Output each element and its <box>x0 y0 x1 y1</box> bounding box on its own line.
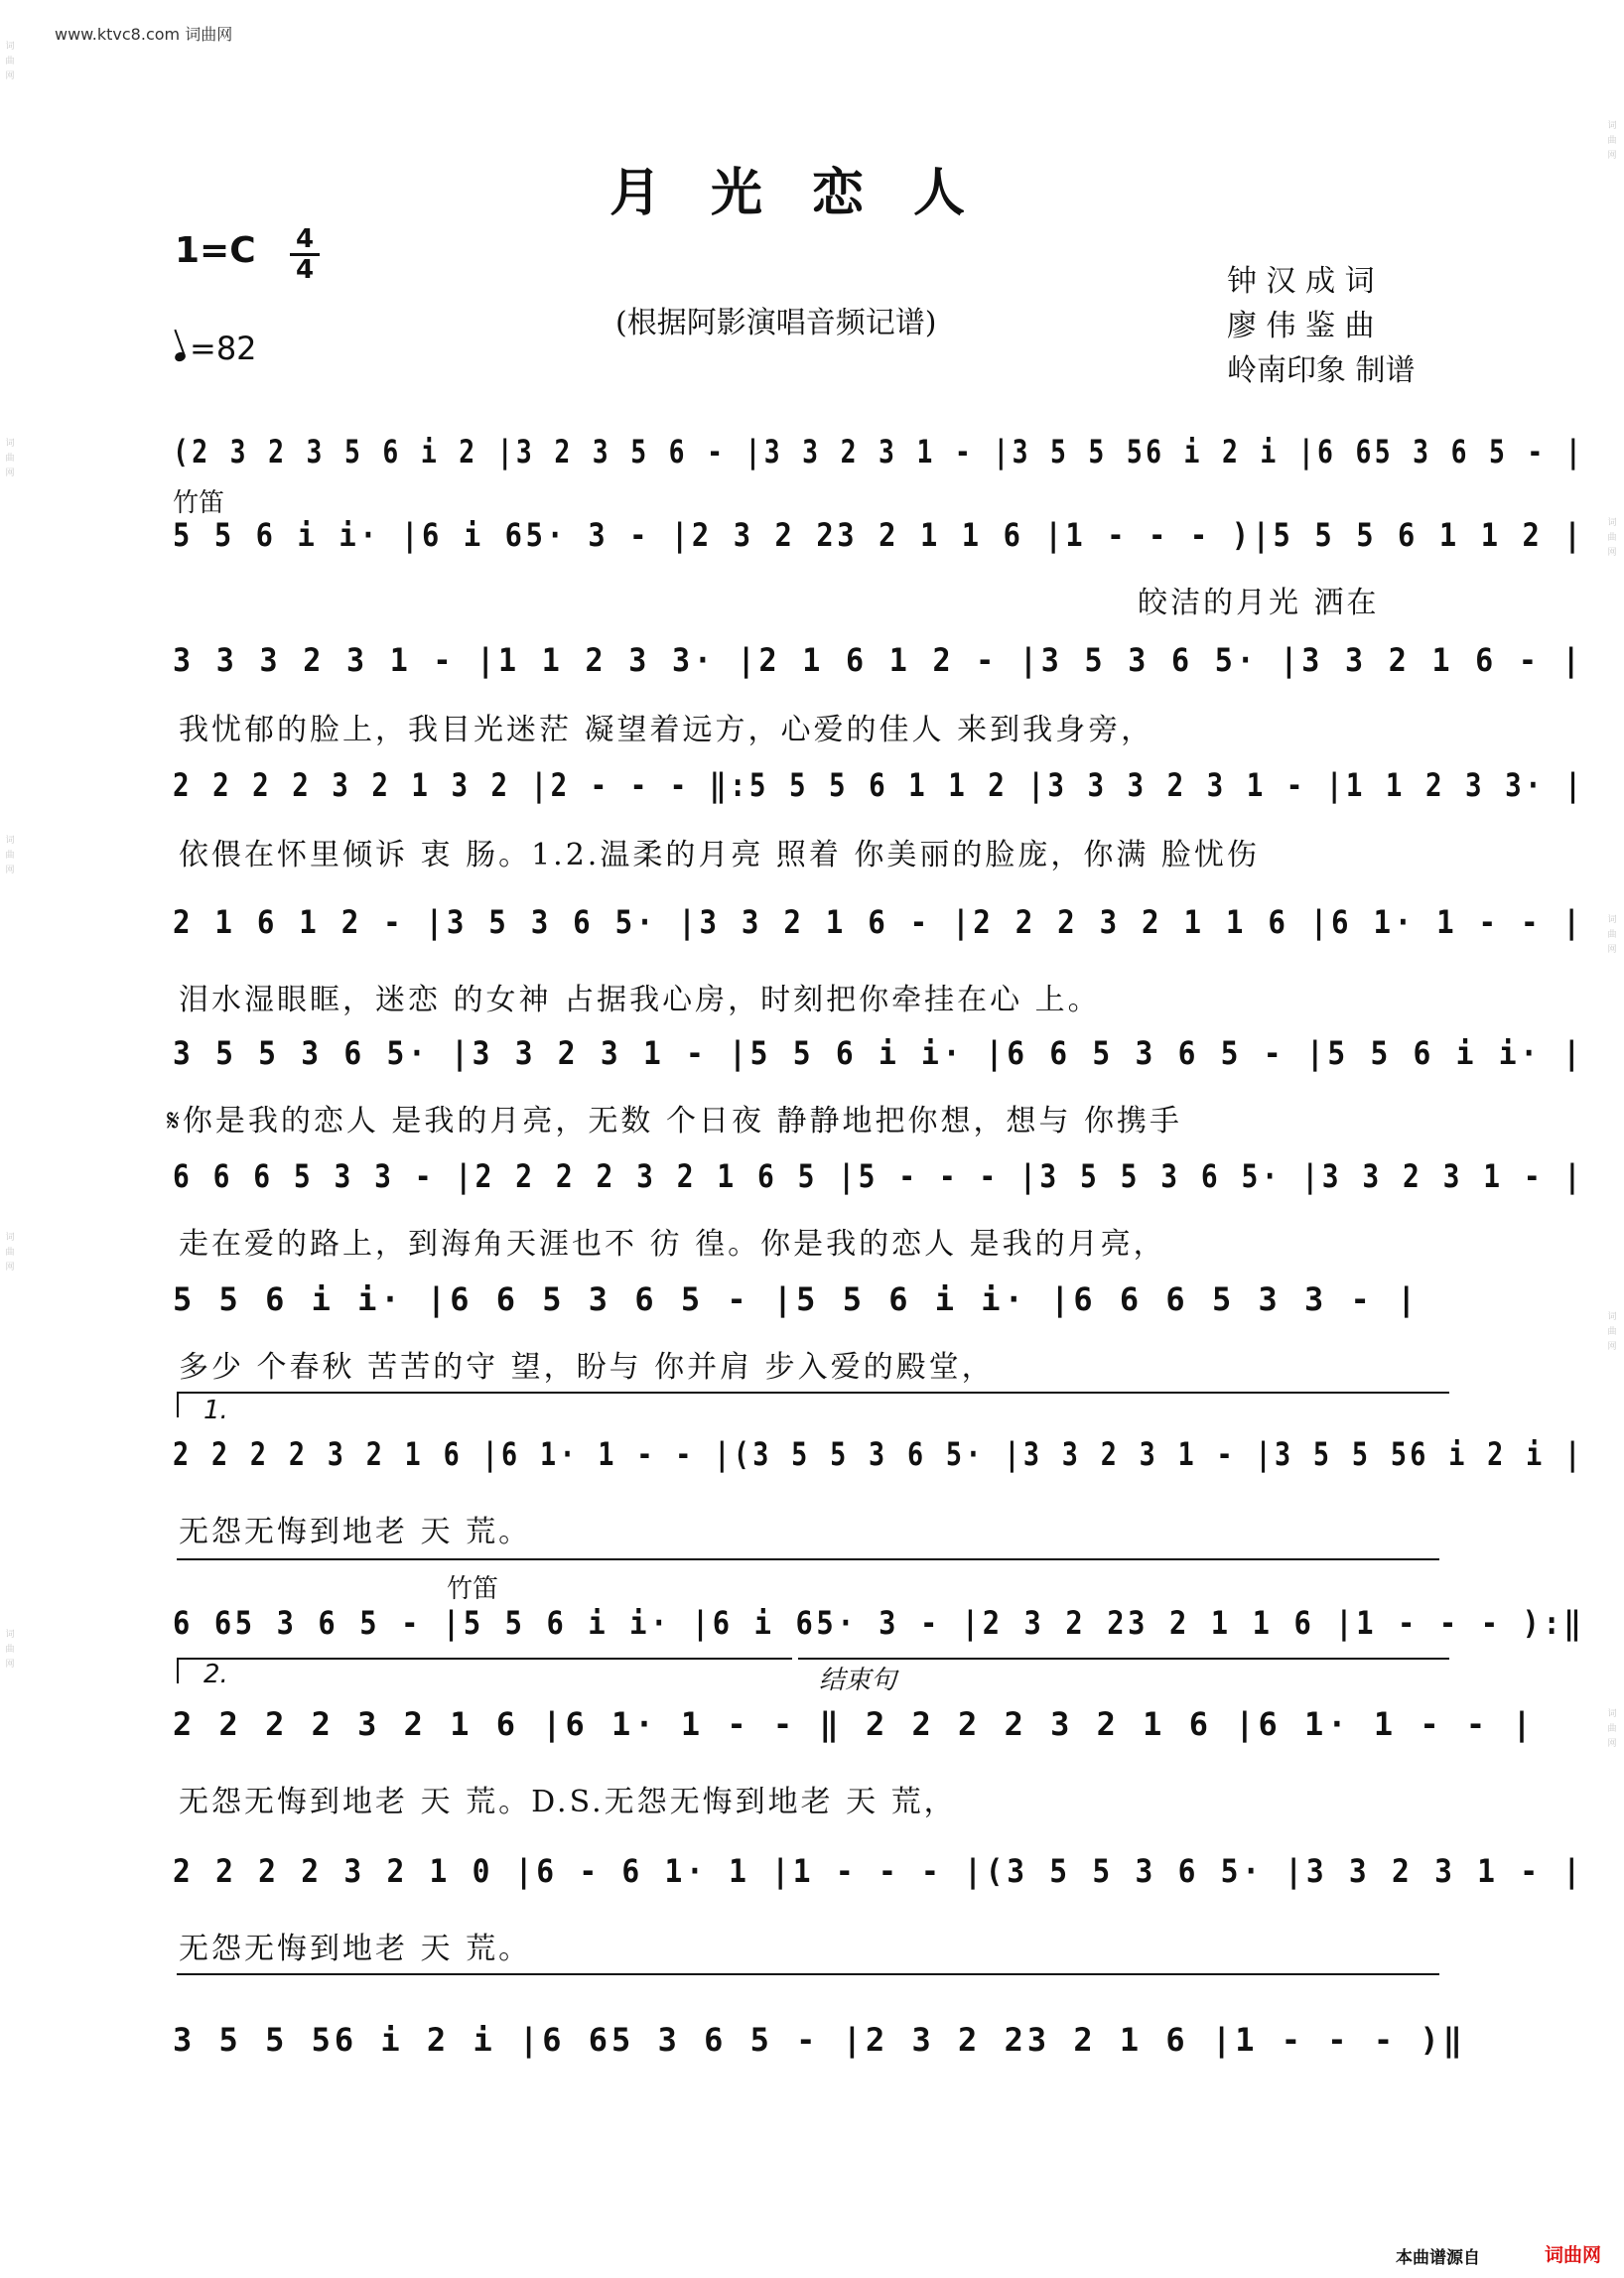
tempo-value: =82 <box>190 330 257 367</box>
score-line-2: 5 5 6 i i· |6 i 65· 3 - |2 3 2 23 2 1 1 6 |1 - - - )|5 5 5 6 1 1 2 | <box>173 516 1585 554</box>
ending-bracket <box>798 1658 1449 1660</box>
score-line-7: 6 6 6 5 3 3 - |2 2 2 2 3 2 1 6 5 |5 - - - |3 5 5 3 6 5· |3 3 2 3 1 - | <box>173 1157 1584 1195</box>
score-line-8: 5 5 6 i i· |6 6 5 3 6 5 - |5 5 6 i i· |6 6 6 5 3 3 - | <box>173 1280 1421 1318</box>
lyric-line-3: 我忧郁的脸上，我目光迷茫 凝望着远方，心爱的佳人 来到我身旁， <box>179 713 1154 747</box>
lyric-line-2: 皎洁的月光 洒在 <box>1138 586 1380 620</box>
score-line-12: 2 2 2 2 3 2 1 0 |6 - 6 1· 1 |1 - - - |(3 5 5 3 6 5· |3 3 2 3 1 - | <box>173 1852 1584 1890</box>
volta-2-bracket-left <box>177 1658 179 1683</box>
volta-1-label: 1. <box>203 1396 228 1425</box>
lyric-line-5: 泪水湿眼眶，迷恋 的女神 占据我心房，时刻把你牵挂在心 上。 <box>179 983 1101 1017</box>
score-line-5: 2 1 6 1 2 - |3 5 3 6 5· |3 3 2 1 6 - |2 2 2 3 2 1 1 6 |6 1· 1 - - | <box>173 903 1584 941</box>
lyric-line-9: 无怨无悔到地老 天 荒。 <box>179 1515 532 1549</box>
score-line-4: 2 2 2 2 3 2 1 3 2 |2 - - - ‖:5 5 5 6 1 1 2 |3 3 3 2 3 1 - |1 1 2 3 3· | <box>173 766 1585 804</box>
composer-credit: 廖 伟 鉴 曲 <box>1227 309 1375 343</box>
volta-1-bracket-left <box>177 1392 179 1417</box>
score-line-13: 3 5 5 56 i 2 i |6 65 3 6 5 - |2 3 2 23 2 1 6 |1 - - - )‖ <box>173 2021 1466 2059</box>
lyric-line-6: 𝄋你是我的恋人 是我的月亮，无数 个日夜 静静地把你想，想与 你携手 <box>167 1104 1183 1139</box>
lyric-line-12: 无怨无悔到地老 天 荒。 <box>179 1932 532 1966</box>
lyric-line-7: 走在爱的路上，到海角天涯也不 彷 徨。你是我的恋人 是我的月亮， <box>179 1227 1166 1262</box>
lyricist-credit: 钟 汉 成 词 <box>1227 264 1375 299</box>
tempo-marking <box>175 330 257 367</box>
flute-label-2: 竹笛 <box>447 1574 499 1604</box>
key-signature: 1=C <box>175 230 256 271</box>
score-line-3: 3 3 3 2 3 1 - |1 1 2 3 3· |2 1 6 1 2 - |3 5 3 6 5· |3 3 2 1 6 - | <box>173 641 1584 679</box>
footer-brand: 词曲网 <box>1545 2244 1602 2266</box>
quarter-note-icon <box>174 350 187 362</box>
lyric-line-11: 无怨无悔到地老 天 荒。D.S.无怨无悔到地老 天 荒， <box>179 1785 957 1819</box>
watermark-left-2: 词曲网 <box>5 439 15 478</box>
watermark-right-2: 词曲网 <box>1607 518 1617 558</box>
score-line-11: 2 2 2 2 3 2 1 6 |6 1· 1 - - ‖ 2 2 2 2 3 2 1 6 |6 1· 1 - - | <box>173 1705 1536 1743</box>
volta-1-bracket <box>177 1392 1449 1394</box>
score-line-6: 3 5 5 3 6 5· |3 3 2 3 1 - |5 5 6 i i· |6 6 5 3 6 5 - |5 5 6 i i· | <box>173 1034 1584 1072</box>
watermark-right-3: 词曲网 <box>1607 915 1617 955</box>
watermark-right-5: 词曲网 <box>1607 1709 1617 1749</box>
outro-bracket <box>177 1973 1439 1975</box>
song-title: 月光恋人 <box>609 163 1015 223</box>
transcription-source: (根据阿影演唱音频记谱) <box>615 306 937 340</box>
volta-2-label: 2. <box>203 1660 228 1689</box>
score-line-1: (2 3 2 3 5 6 i 2 |3 2 3 5 6 - |3 3 2 3 1 - |3 5 5 56 i 2 i |6 65 3 6 5 - | <box>173 433 1585 470</box>
watermark-right-4: 词曲网 <box>1607 1312 1617 1352</box>
volta-2-bracket <box>177 1658 792 1660</box>
watermark-right-1: 词曲网 <box>1607 121 1617 161</box>
time-signature <box>290 226 320 283</box>
score-line-10: 6 65 3 6 5 - |5 5 6 i i· |6 i 65· 3 - |2 3 2 23 2 1 1 6 |1 - - - ):‖ <box>173 1604 1585 1642</box>
site-url: www.ktvc8.com 词曲网 <box>55 25 233 44</box>
repeat-bracket <box>177 1558 1439 1560</box>
score-line-9: 2 2 2 2 3 2 1 6 |6 1· 1 - - |(3 5 5 3 6 5· |3 3 2 3 1 - |3 5 5 56 i 2 i | <box>173 1435 1584 1473</box>
watermark-left-3: 词曲网 <box>5 836 15 875</box>
lyric-line-8: 多少 个春秋 苦苦的守 望，盼与 你并肩 步入爱的殿堂， <box>179 1350 995 1385</box>
time-top: 4 <box>295 224 315 254</box>
footer-source: 本曲谱源自 <box>1396 2248 1480 2268</box>
watermark-left-4: 词曲网 <box>5 1233 15 1273</box>
ending-label: 结束句 <box>819 1666 897 1695</box>
lyric-line-4: 依偎在怀里倾诉 衷 肠。1.2.温柔的月亮 照着 你美丽的脸庞，你满 脸忧伤 <box>179 838 1260 872</box>
flute-label: 竹笛 <box>173 488 225 518</box>
arranger-credit: 岭南印象 制谱 <box>1227 353 1416 388</box>
watermark-left-1: 词曲网 <box>5 42 15 81</box>
watermark-left-5: 词曲网 <box>5 1630 15 1670</box>
time-bottom: 4 <box>295 255 315 285</box>
